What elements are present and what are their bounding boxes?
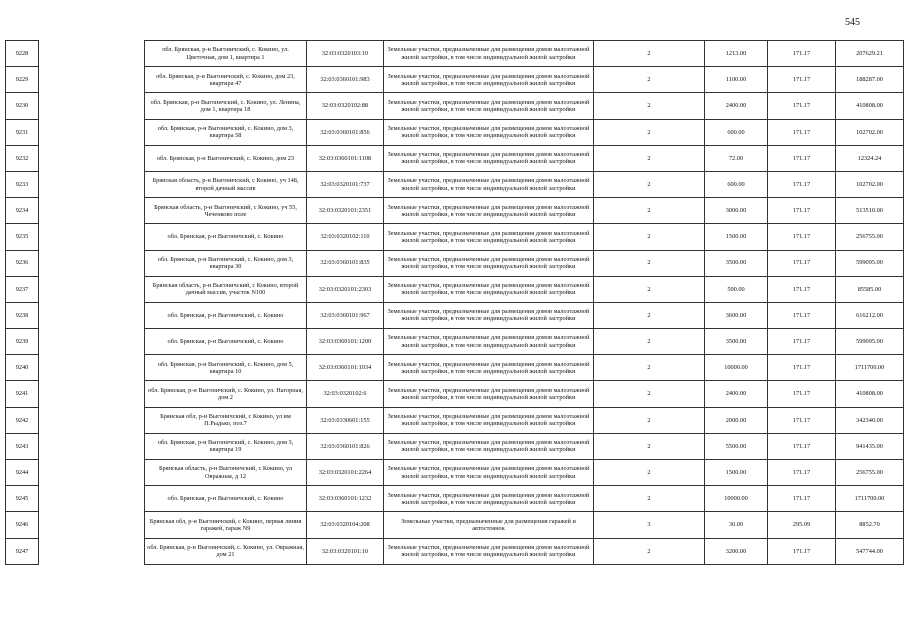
area-cell: 2000.00 — [705, 407, 768, 433]
address-cell: Брянская область, р-н Выгоничский, с Кокино, ул Овражная, д 12 — [145, 460, 307, 486]
row-number-cell: 9232 — [6, 145, 39, 171]
land-use-cell: Земельные участки, предназначенные для размещения домов малоэтажной жилой застройки, в том числе индивидуальной жилой застройки — [384, 93, 594, 119]
row-number-cell: 9244 — [6, 460, 39, 486]
cadastral-number-cell: 32:03:0320101:2351 — [307, 198, 384, 224]
land-use-cell: Земельные участки, предназначенные для размещения домов малоэтажной жилой застройки, в том числе индивидуальной жилой застройки — [384, 355, 594, 381]
address-cell: обл. Брянская, р-н Выгоничский, с. Кокино, ул. Ленина, дом 1, квартира 18 — [145, 93, 307, 119]
table-row — [6, 198, 904, 224]
table-row — [6, 93, 904, 119]
cadastral-number-cell: 32:03:0360101:856 — [307, 119, 384, 145]
table-row — [6, 250, 904, 276]
cadastral-value-cell: 256755.00 — [836, 224, 904, 250]
address-cell: обл. Брянская, р-н Выгоничский, с. Кокино, дом 23 — [145, 145, 307, 171]
area-cell: 600.00 — [705, 171, 768, 197]
area-cell: 1500.00 — [705, 224, 768, 250]
group-cell: 2 — [594, 538, 705, 564]
group-cell: 2 — [594, 145, 705, 171]
group-cell: 2 — [594, 433, 705, 459]
cadastral-number-cell: 32:03:0360101:983 — [307, 67, 384, 93]
area-cell: 10000.00 — [705, 486, 768, 512]
group-cell: 2 — [594, 198, 705, 224]
address-cell: обл. Брянская, р-н Выгоничский, с. Кокино, ул. Нагорная, дом 2 — [145, 381, 307, 407]
cadastral-value-cell: 941435.00 — [836, 433, 904, 459]
area-cell: 3500.00 — [705, 329, 768, 355]
row-number-cell: 9247 — [6, 538, 39, 564]
blank-cell — [39, 67, 145, 93]
cadastral-number-cell: 32:03:0320101:10 — [307, 538, 384, 564]
group-cell: 2 — [594, 171, 705, 197]
blank-cell — [39, 198, 145, 224]
table-row — [6, 171, 904, 197]
group-cell: 2 — [594, 381, 705, 407]
table-row — [6, 329, 904, 355]
rate-cell: 295.09 — [768, 512, 836, 538]
cadastral-number-cell: 32:03:0320103:10 — [307, 41, 384, 67]
address-cell: обл. Брянская, р-н Выгоничский, с. Кокино, дом 3, квартира 58 — [145, 119, 307, 145]
blank-cell — [39, 119, 145, 145]
blank-cell — [39, 381, 145, 407]
row-number-cell: 9240 — [6, 355, 39, 381]
group-cell: 2 — [594, 276, 705, 302]
table-body — [6, 41, 904, 565]
land-use-cell: Земельные участки, предназначенные для размещения домов малоэтажной жилой застройки, в том числе индивидуальной жилой застройки — [384, 145, 594, 171]
land-use-cell: Земельные участки, предназначенные для размещения домов малоэтажной жилой застройки, в том числе индивидуальной жилой застройки — [384, 486, 594, 512]
row-number-cell: 9228 — [6, 41, 39, 67]
rate-cell: 171.17 — [768, 433, 836, 459]
group-cell: 2 — [594, 41, 705, 67]
cadastral-number-cell: 32:03:0320102:88 — [307, 93, 384, 119]
cadastral-number-cell: 32:03:0320102:110 — [307, 224, 384, 250]
rate-cell: 171.17 — [768, 460, 836, 486]
table-row — [6, 538, 904, 564]
blank-cell — [39, 538, 145, 564]
rate-cell: 171.17 — [768, 41, 836, 67]
land-use-cell: Земельные участки, предназначенные для размещения домов малоэтажной жилой застройки, в том числе индивидуальной жилой застройки — [384, 329, 594, 355]
table-row — [6, 512, 904, 538]
table-row — [6, 433, 904, 459]
area-cell: 1100.00 — [705, 67, 768, 93]
row-number-cell: 9231 — [6, 119, 39, 145]
group-cell: 2 — [594, 329, 705, 355]
area-cell: 2400.00 — [705, 93, 768, 119]
cadastral-value-cell: 102702.00 — [836, 119, 904, 145]
cadastral-value-cell: 256755.00 — [836, 460, 904, 486]
cadastral-value-cell: 8852.70 — [836, 512, 904, 538]
rate-cell: 171.17 — [768, 198, 836, 224]
rate-cell: 171.17 — [768, 381, 836, 407]
cadastral-value-cell: 12324.24 — [836, 145, 904, 171]
cadastral-value-cell: 207629.21 — [836, 41, 904, 67]
area-cell: 1500.00 — [705, 460, 768, 486]
address-cell: обл. Брянская, р-н Выгоничский, с. Кокино, ул. Овражная, дом 21 — [145, 538, 307, 564]
area-cell: 30.00 — [705, 512, 768, 538]
blank-cell — [39, 93, 145, 119]
group-cell: 2 — [594, 486, 705, 512]
rate-cell: 171.17 — [768, 486, 836, 512]
blank-cell — [39, 145, 145, 171]
table-row — [6, 224, 904, 250]
land-use-cell: Земельные участки, предназначенные для размещения домов малоэтажной жилой застройки, в том числе индивидуальной жилой застройки — [384, 276, 594, 302]
group-cell: 2 — [594, 93, 705, 119]
blank-cell — [39, 224, 145, 250]
blank-cell — [39, 486, 145, 512]
land-use-cell: Земельные участки, предназначенные для размещения домов малоэтажной жилой застройки, в том числе индивидуальной жилой застройки — [384, 224, 594, 250]
rate-cell: 171.17 — [768, 329, 836, 355]
land-plots-table — [5, 40, 904, 565]
table-row — [6, 145, 904, 171]
address-cell: обл. Брянская, р-н Выгоничский, с. Кокино, дом 3, квартира 30 — [145, 250, 307, 276]
cadastral-value-cell: 599095.00 — [836, 250, 904, 276]
row-number-cell: 9233 — [6, 171, 39, 197]
cadastral-number-cell: 32:03:0320101:2264 — [307, 460, 384, 486]
table-row — [6, 355, 904, 381]
page-number: 545 — [845, 17, 860, 28]
address-cell: Брянская обл, р-н Выгоничский, с Кокино, первая линия гаражей, гараж N9 — [145, 512, 307, 538]
address-cell: обл. Брянская, р-н Выгоничский, с. Кокино, дом 23, квартира 47 — [145, 67, 307, 93]
cadastral-number-cell: 32:03:0320101:737 — [307, 171, 384, 197]
address-cell: обл. Брянская, р-н Выгоничский, с. Кокино, ул. Цветочная, дом 1, квартира 1 — [145, 41, 307, 67]
blank-cell — [39, 250, 145, 276]
area-cell: 2400.00 — [705, 381, 768, 407]
land-use-cell: Земельные участки, предназначенные для размещения домов малоэтажной жилой застройки, в том числе индивидуальной жилой застройки — [384, 407, 594, 433]
rate-cell: 171.17 — [768, 171, 836, 197]
address-cell: Брянская область, р-н Выгоничский, с Кокино, уч 148, второй дачный массив — [145, 171, 307, 197]
cadastral-number-cell: 32:03:0360101:967 — [307, 302, 384, 328]
blank-cell — [39, 433, 145, 459]
rate-cell: 171.17 — [768, 119, 836, 145]
land-use-cell: Земельные участки, предназначенные для размещения домов малоэтажной жилой застройки, в том числе индивидуальной жилой застройки — [384, 460, 594, 486]
area-cell: 600.00 — [705, 119, 768, 145]
address-cell: обл. Брянская, р-н Выгоничский, с. Кокино — [145, 486, 307, 512]
area-cell: 72.00 — [705, 145, 768, 171]
address-cell: обл. Брянская, р-н Выгоничский, с. Кокино, дом 3, квартира 19 — [145, 433, 307, 459]
cadastral-value-cell: 85585.00 — [836, 276, 904, 302]
cadastral-value-cell: 102702.00 — [836, 171, 904, 197]
group-cell: 2 — [594, 224, 705, 250]
row-number-cell: 9229 — [6, 67, 39, 93]
cadastral-number-cell: 32:03:0330601:155 — [307, 407, 384, 433]
table-row — [6, 302, 904, 328]
area-cell: 10000.00 — [705, 355, 768, 381]
land-use-cell: Земельные участки, предназначенные для размещения гаражей и автостоянок — [384, 512, 594, 538]
cadastral-value-cell: 1711700.00 — [836, 355, 904, 381]
group-cell: 2 — [594, 460, 705, 486]
table-row — [6, 119, 904, 145]
table-row — [6, 67, 904, 93]
row-number-cell: 9237 — [6, 276, 39, 302]
area-cell: 500.00 — [705, 276, 768, 302]
cadastral-number-cell: 32:03:0360101:826 — [307, 433, 384, 459]
area-cell: 3600.00 — [705, 302, 768, 328]
cadastral-number-cell: 32:03:0360101:1200 — [307, 329, 384, 355]
area-cell: 5500.00 — [705, 433, 768, 459]
table-row — [6, 276, 904, 302]
row-number-cell: 9236 — [6, 250, 39, 276]
land-use-cell: Земельные участки, предназначенные для размещения домов малоэтажной жилой застройки, в том числе индивидуальной жилой застройки — [384, 433, 594, 459]
cadastral-value-cell: 513510.00 — [836, 198, 904, 224]
cadastral-value-cell: 410808.00 — [836, 381, 904, 407]
row-number-cell: 9235 — [6, 224, 39, 250]
row-number-cell: 9238 — [6, 302, 39, 328]
address-cell: Брянская область, р-н Выгоничский, с Кокино, уч 55, Чеченково поле — [145, 198, 307, 224]
cadastral-value-cell: 410808.00 — [836, 93, 904, 119]
land-use-cell: Земельные участки, предназначенные для размещения домов малоэтажной жилой застройки, в том числе индивидуальной жилой застройки — [384, 198, 594, 224]
cadastral-value-cell: 1711700.00 — [836, 486, 904, 512]
blank-cell — [39, 276, 145, 302]
area-cell: 3200.00 — [705, 538, 768, 564]
area-cell: 3000.00 — [705, 198, 768, 224]
cadastral-value-cell: 547744.00 — [836, 538, 904, 564]
rate-cell: 171.17 — [768, 145, 836, 171]
row-number-cell: 9243 — [6, 433, 39, 459]
cadastral-number-cell: 32:03:0360101:1108 — [307, 145, 384, 171]
rate-cell: 171.17 — [768, 224, 836, 250]
table-row — [6, 486, 904, 512]
group-cell: 2 — [594, 119, 705, 145]
blank-cell — [39, 171, 145, 197]
address-cell: Брянская обл, р-н Выгоничский, с Кокино, ул им П.Рыдько, поз.7 — [145, 407, 307, 433]
blank-cell — [39, 512, 145, 538]
land-use-cell: Земельные участки, предназначенные для размещения домов малоэтажной жилой застройки, в том числе индивидуальной жилой застройки — [384, 250, 594, 276]
row-number-cell: 9246 — [6, 512, 39, 538]
row-number-cell: 9241 — [6, 381, 39, 407]
address-cell: обл. Брянская, р-н Выгоничский, с. Кокино — [145, 302, 307, 328]
land-use-cell: Земельные участки, предназначенные для размещения домов малоэтажной жилой застройки, в том числе индивидуальной жилой застройки — [384, 67, 594, 93]
rate-cell: 171.17 — [768, 302, 836, 328]
row-number-cell: 9230 — [6, 93, 39, 119]
group-cell: 2 — [594, 355, 705, 381]
address-cell: обл. Брянская, р-н Выгоничский, с. Кокино, дом 5, квартира 10 — [145, 355, 307, 381]
rate-cell: 171.17 — [768, 407, 836, 433]
land-use-cell: Земельные участки, предназначенные для размещения домов малоэтажной жилой застройки, в том числе индивидуальной жилой застройки — [384, 538, 594, 564]
land-use-cell: Земельные участки, предназначенные для размещения домов малоэтажной жилой застройки, в том числе индивидуальной жилой застройки — [384, 381, 594, 407]
cadastral-number-cell: 32:03:0360101:1232 — [307, 486, 384, 512]
group-cell: 2 — [594, 407, 705, 433]
land-use-cell: Земельные участки, предназначенные для размещения домов малоэтажной жилой застройки, в том числе индивидуальной жилой застройки — [384, 41, 594, 67]
blank-cell — [39, 41, 145, 67]
group-cell: 3 — [594, 512, 705, 538]
cadastral-value-cell: 599095.00 — [836, 329, 904, 355]
area-cell: 1213.00 — [705, 41, 768, 67]
row-number-cell: 9242 — [6, 407, 39, 433]
cadastral-number-cell: 32:03:0320101:2303 — [307, 276, 384, 302]
rate-cell: 171.17 — [768, 250, 836, 276]
cadastral-value-cell: 616212.00 — [836, 302, 904, 328]
rate-cell: 171.17 — [768, 538, 836, 564]
address-cell: обл. Брянская, р-н Выгоничский, с. Кокино — [145, 329, 307, 355]
cadastral-number-cell: 32:03:0320102:6 — [307, 381, 384, 407]
row-number-cell: 9245 — [6, 486, 39, 512]
land-use-cell: Земельные участки, предназначенные для размещения домов малоэтажной жилой застройки, в том числе индивидуальной жилой застройки — [384, 119, 594, 145]
table-row — [6, 41, 904, 67]
blank-cell — [39, 407, 145, 433]
row-number-cell: 9234 — [6, 198, 39, 224]
cadastral-value-cell: 342340.00 — [836, 407, 904, 433]
cadastral-number-cell: 32:03:0360101:1034 — [307, 355, 384, 381]
land-use-cell: Земельные участки, предназначенные для размещения домов малоэтажной жилой застройки, в том числе индивидуальной жилой застройки — [384, 302, 594, 328]
cadastral-value-cell: 188287.00 — [836, 67, 904, 93]
address-cell: обл. Брянская, р-н Выгоничский, с. Кокино — [145, 224, 307, 250]
rate-cell: 171.17 — [768, 67, 836, 93]
group-cell: 2 — [594, 250, 705, 276]
cadastral-number-cell: 32:03:0360101:835 — [307, 250, 384, 276]
rate-cell: 171.17 — [768, 355, 836, 381]
address-cell: Брянская область, р-н Выгоничский, с Кокино, второй дачный массив, участок N100 — [145, 276, 307, 302]
table-row — [6, 381, 904, 407]
land-use-cell: Земельные участки, предназначенные для размещения домов малоэтажной жилой застройки, в том числе индивидуальной жилой застройки — [384, 171, 594, 197]
rate-cell: 171.17 — [768, 276, 836, 302]
blank-cell — [39, 329, 145, 355]
cadastral-number-cell: 32:03:0320104:208 — [307, 512, 384, 538]
group-cell: 2 — [594, 302, 705, 328]
row-number-cell: 9239 — [6, 329, 39, 355]
rate-cell: 171.17 — [768, 93, 836, 119]
blank-cell — [39, 355, 145, 381]
table-row — [6, 407, 904, 433]
blank-cell — [39, 302, 145, 328]
area-cell: 3500.00 — [705, 250, 768, 276]
table-row — [6, 460, 904, 486]
group-cell: 2 — [594, 67, 705, 93]
blank-cell — [39, 460, 145, 486]
